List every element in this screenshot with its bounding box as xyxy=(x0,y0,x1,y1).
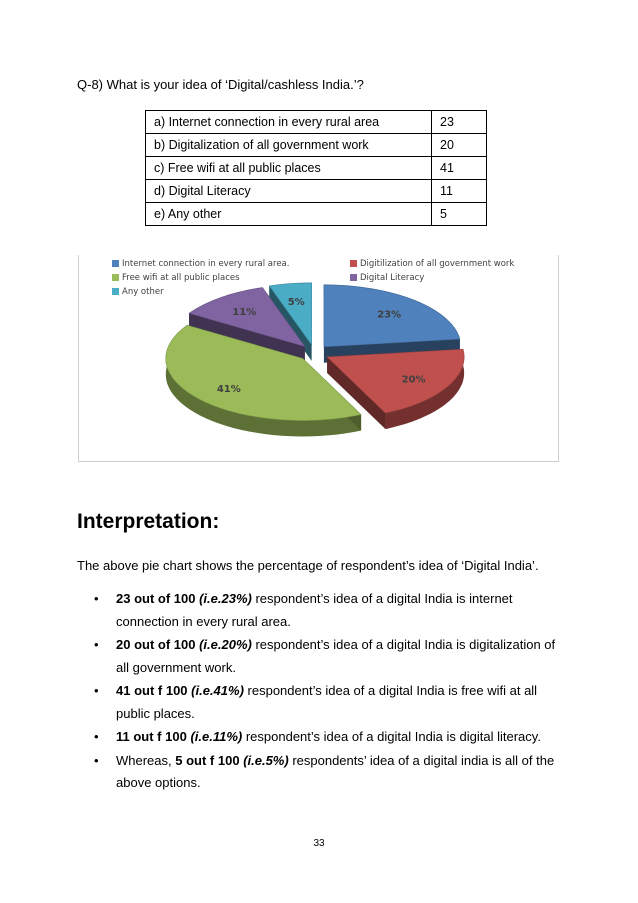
value-cell: 11 xyxy=(432,180,487,203)
bullet-list xyxy=(77,588,561,796)
bullet-text: respondent’s idea of a digital India is digitalization of all government work. xyxy=(116,637,556,675)
value-cell: 20 xyxy=(432,134,487,157)
bullet-bold: 41 out f 100 xyxy=(116,683,188,698)
value-cell: 41 xyxy=(432,157,487,180)
table-row xyxy=(146,203,487,226)
page-number: 33 xyxy=(313,838,325,849)
pie-chart-frame xyxy=(78,255,559,462)
bullet-bold: 20 out of 100 xyxy=(116,637,196,652)
list-item xyxy=(77,726,561,749)
value-cell: 5 xyxy=(432,203,487,226)
bullet-italic: (i.e.23%) xyxy=(199,591,252,606)
bullet-bold: 23 out of 100 xyxy=(116,591,196,606)
bullet-icon: • xyxy=(94,729,99,744)
pie-data-label: 23% xyxy=(377,309,402,321)
option-cell: c) Free wifi at all public places xyxy=(146,157,432,180)
bullet-icon: • xyxy=(94,637,99,652)
bullet-text: respondent’s idea of a digital India is free wifi at all public places. xyxy=(116,683,538,721)
bullet-text: respondents’ idea of a digital india is all of the above options. xyxy=(116,752,555,790)
pie-data-label: 5% xyxy=(287,296,305,308)
value-cell: 23 xyxy=(432,111,487,134)
bullet-italic: (i.e.41%) xyxy=(191,683,244,698)
bullet-text: respondent’s idea of a digital India is internet connection in every rural area. xyxy=(116,591,513,629)
list-item xyxy=(77,680,561,725)
table-row xyxy=(146,157,487,180)
pie-data-label: 41% xyxy=(216,384,241,395)
list-item xyxy=(77,634,561,679)
legend-label: Any other xyxy=(122,287,164,297)
table-row xyxy=(146,180,487,203)
bullet-bold: 5 out f 100 xyxy=(175,752,240,768)
bullet-italic: (i.e.11%) xyxy=(190,729,243,744)
bullet-italic: (i.e.20%) xyxy=(199,637,252,652)
legend-label: Free wifi at all public places xyxy=(122,273,240,283)
bullet-italic: (i.e.5%) xyxy=(243,752,289,768)
table-row xyxy=(146,134,487,157)
pie-chart xyxy=(79,255,558,461)
option-cell: a) Internet connection in every rural area xyxy=(146,111,432,134)
list-item xyxy=(77,750,561,795)
option-cell: b) Digitalization of all government work xyxy=(146,134,432,157)
bullet-bold: 11 out f 100 xyxy=(116,729,187,744)
bullet-text: respondent’s idea of a digital India is digital literacy. xyxy=(245,729,541,744)
option-cell: e) Any other xyxy=(146,203,432,226)
bullet-prefix: Whereas, xyxy=(116,752,172,768)
bullet-icon: • xyxy=(94,752,99,768)
option-cell: d) Digital Literacy xyxy=(146,180,432,203)
question-text: Q-8) What is your idea of ‘Digital/cashless India.’? xyxy=(77,77,364,92)
interpretation-text: The above pie chart shows the percentage of respondent’s idea of ‘Digital India’. xyxy=(77,558,539,573)
legend-label: Internet connection in every rural area. xyxy=(122,259,290,269)
legend-label: Digital Literacy xyxy=(360,273,425,283)
interpretation-heading: Interpretation: xyxy=(77,510,220,533)
pie-data-label: 11% xyxy=(232,307,257,319)
table-row xyxy=(146,111,487,134)
pie-data-label: 20% xyxy=(401,374,426,386)
legend-label: Digitilization of all government work xyxy=(360,259,515,269)
answers-table xyxy=(145,110,487,226)
bullet-icon: • xyxy=(94,591,99,606)
list-item xyxy=(77,588,561,633)
bullet-icon: • xyxy=(94,683,99,698)
